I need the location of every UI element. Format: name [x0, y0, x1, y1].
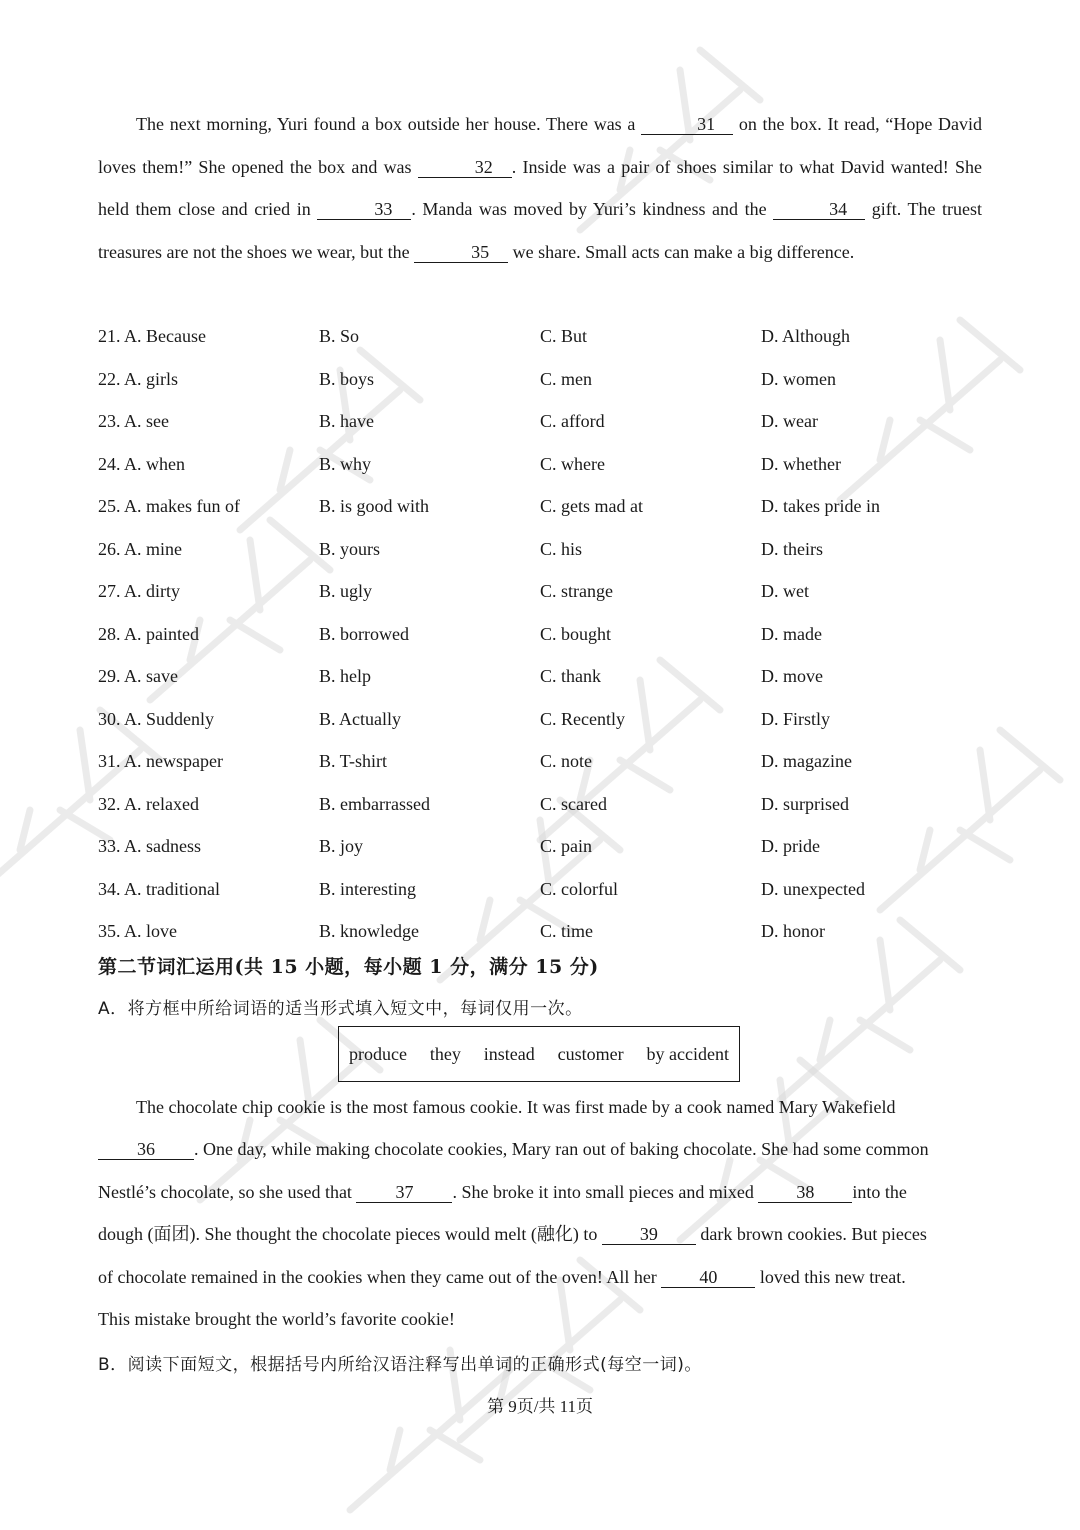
option-b[interactable]: B. have: [319, 411, 374, 431]
option-b[interactable]: B. knowledge: [319, 921, 419, 941]
passage-text: we share. Small acts can make a big difference.: [512, 241, 855, 262]
option-d[interactable]: D. made: [761, 623, 822, 644]
option-a[interactable]: 22. A. girls: [98, 368, 179, 389]
passage-text: The next morning, Yuri found a box outside her house. There was a: [136, 114, 636, 134]
passage-text: This mistake brought the world’s favorite cookie!: [98, 1309, 455, 1329]
option-row: [98, 910, 982, 953]
passage-text: . Inside was a pair of shoes similar to what David wanted! She held them close and cried in: [98, 156, 982, 219]
blank-34[interactable]: 34: [773, 199, 865, 220]
instruction-a: A．将方框中所给词语的适当形式填入短文中，每词仅用一次。: [98, 999, 583, 1019]
option-a[interactable]: 32. A. relaxed: [98, 793, 199, 814]
option-d[interactable]: D. unexpected: [761, 878, 865, 899]
blank-31[interactable]: 31: [641, 114, 733, 135]
option-c[interactable]: C. where: [540, 453, 605, 474]
option-a[interactable]: 21. A. Because: [98, 326, 206, 346]
option-row: [98, 315, 982, 358]
option-c[interactable]: C. Recently: [540, 708, 625, 729]
option-a[interactable]: 26. A. mine: [98, 538, 182, 559]
option-c[interactable]: C. his: [540, 538, 583, 559]
option-b[interactable]: B. T-shirt: [319, 751, 388, 771]
option-d[interactable]: D. Firstly: [761, 708, 831, 729]
option-a[interactable]: 28. A. painted: [98, 623, 199, 644]
option-b[interactable]: B. yours: [319, 538, 381, 559]
option-d[interactable]: D. women: [761, 368, 836, 389]
option-row: [98, 740, 982, 783]
option-c[interactable]: C. scared: [540, 793, 607, 814]
option-a[interactable]: 34. A. traditional: [98, 878, 220, 899]
word-item: they: [429, 1043, 461, 1064]
option-row: [98, 698, 982, 741]
option-a[interactable]: 31. A. newspaper: [98, 751, 223, 771]
option-c[interactable]: C. bought: [540, 623, 612, 644]
option-d[interactable]: D. honor: [761, 921, 825, 941]
passage2-line: [98, 1256, 982, 1299]
blank-40[interactable]: 40: [661, 1267, 755, 1288]
option-b[interactable]: B. joy: [319, 836, 364, 856]
passage-text: dark brown cookies. But pieces: [700, 1224, 927, 1244]
option-row: [98, 358, 982, 401]
passage-text: . Manda was moved by Yuri’s kindness and the: [411, 199, 767, 219]
option-c[interactable]: C. colorful: [540, 878, 618, 899]
passage-text: loved this new treat.: [759, 1267, 906, 1287]
passage2-line: [98, 1086, 982, 1129]
passage-text: gift. The truest treasures are not the shoes we wear, but the: [98, 199, 982, 262]
passage-text: of chocolate remained in the cookies when they came out of the oven! All her: [98, 1267, 657, 1287]
option-b[interactable]: B. embarrassed: [319, 793, 430, 814]
option-row: [98, 783, 982, 826]
section-title: 第二节词汇运用(共 15 小题，每小题 1 分，满分 15 分): [98, 956, 599, 978]
passage-text: Nestlé’s chocolate, so she used that: [98, 1182, 352, 1202]
blank-32[interactable]: 32: [418, 157, 512, 178]
passage-text: dough (面团). She thought the chocolate pieces would melt (融化) to: [98, 1224, 598, 1244]
option-a[interactable]: 25. A. makes fun of: [98, 496, 240, 516]
option-row: [98, 570, 982, 613]
option-b[interactable]: B. So: [319, 326, 360, 346]
blank-38[interactable]: 38: [758, 1182, 852, 1203]
option-c[interactable]: C. strange: [540, 581, 613, 601]
word-item: produce: [349, 1043, 407, 1064]
options-list: [98, 315, 982, 953]
passage2-line: [98, 1128, 982, 1171]
option-d[interactable]: D. move: [761, 666, 823, 686]
option-row: [98, 443, 982, 486]
option-a[interactable]: 33. A. sadness: [98, 836, 201, 856]
option-d[interactable]: D. theirs: [761, 538, 823, 559]
passage-text: into the: [852, 1182, 907, 1202]
option-a[interactable]: 30. A. Suddenly: [98, 708, 215, 729]
option-b[interactable]: B. help: [319, 666, 371, 686]
option-row: [98, 825, 982, 868]
option-c[interactable]: C. pain: [540, 836, 592, 856]
word-item: customer: [557, 1043, 624, 1064]
option-d[interactable]: D. magazine: [761, 751, 852, 771]
option-row: [98, 868, 982, 911]
passage2-line: [98, 1213, 982, 1256]
word-item: by accident: [646, 1043, 729, 1064]
passage2-line: [98, 1298, 982, 1341]
passage-text: . She broke it into small pieces and mixed: [452, 1182, 754, 1202]
option-c[interactable]: C. thank: [540, 666, 601, 686]
option-b[interactable]: B. ugly: [319, 581, 373, 601]
page-number: 第 9页/共 11页: [486, 1397, 594, 1416]
option-b[interactable]: B. interesting: [319, 878, 416, 899]
option-c[interactable]: C. time: [540, 921, 593, 941]
option-b[interactable]: B. Actually: [319, 708, 401, 729]
option-c[interactable]: C. But: [540, 326, 588, 346]
option-c[interactable]: C. note: [540, 751, 592, 771]
option-c[interactable]: C. afford: [540, 411, 605, 431]
blank-37[interactable]: 37: [356, 1182, 452, 1203]
blank-36[interactable]: 36: [98, 1139, 194, 1160]
word-item: instead: [483, 1043, 535, 1064]
passage2-line: [98, 1171, 982, 1214]
option-b[interactable]: B. is good with: [319, 496, 430, 516]
option-a[interactable]: 27. A. dirty: [98, 581, 181, 601]
blank-39[interactable]: 39: [602, 1224, 696, 1245]
passage-paragraph: [98, 103, 982, 273]
option-row: [98, 655, 982, 698]
option-b[interactable]: B. boys: [319, 368, 375, 389]
option-row: [98, 613, 982, 656]
passage-text: on the box. It read, “Hope David loves them!” She opened the box and was: [98, 114, 983, 177]
option-b[interactable]: B. why: [319, 453, 372, 474]
option-a[interactable]: 24. A. when: [98, 453, 185, 474]
option-a[interactable]: 35. A. love: [98, 921, 177, 941]
option-c[interactable]: C. men: [540, 368, 592, 389]
blank-33[interactable]: 33: [317, 199, 411, 220]
option-c[interactable]: C. gets mad at: [540, 496, 643, 516]
option-a[interactable]: 23. A. see: [98, 411, 169, 431]
option-row: [98, 400, 982, 443]
blank-35[interactable]: 35: [414, 242, 508, 263]
option-d[interactable]: D. Although: [761, 326, 851, 346]
option-d[interactable]: D. wear: [761, 411, 818, 431]
option-row: [98, 485, 982, 528]
option-d[interactable]: D. whether: [761, 453, 841, 474]
option-d[interactable]: D. surprised: [761, 793, 849, 814]
instruction-b: B．阅读下面短文，根据括号内所给汉语注释写出单词的正确形式(每空一词)。: [98, 1355, 702, 1375]
option-d[interactable]: D. wet: [761, 581, 809, 601]
option-b[interactable]: B. borrowed: [319, 623, 409, 644]
option-d[interactable]: D. takes pride in: [761, 496, 880, 516]
word-box: [338, 1026, 740, 1082]
passage-text: The chocolate chip cookie is the most famous cookie. It was first made by a cook named Mary Wakefield: [136, 1097, 896, 1117]
option-d[interactable]: D. pride: [761, 836, 820, 856]
option-a[interactable]: 29. A. save: [98, 666, 178, 686]
passage-text: . One day, while making chocolate cookies, Mary ran out of baking chocolate. She had some common: [194, 1139, 929, 1159]
option-row: [98, 528, 982, 571]
